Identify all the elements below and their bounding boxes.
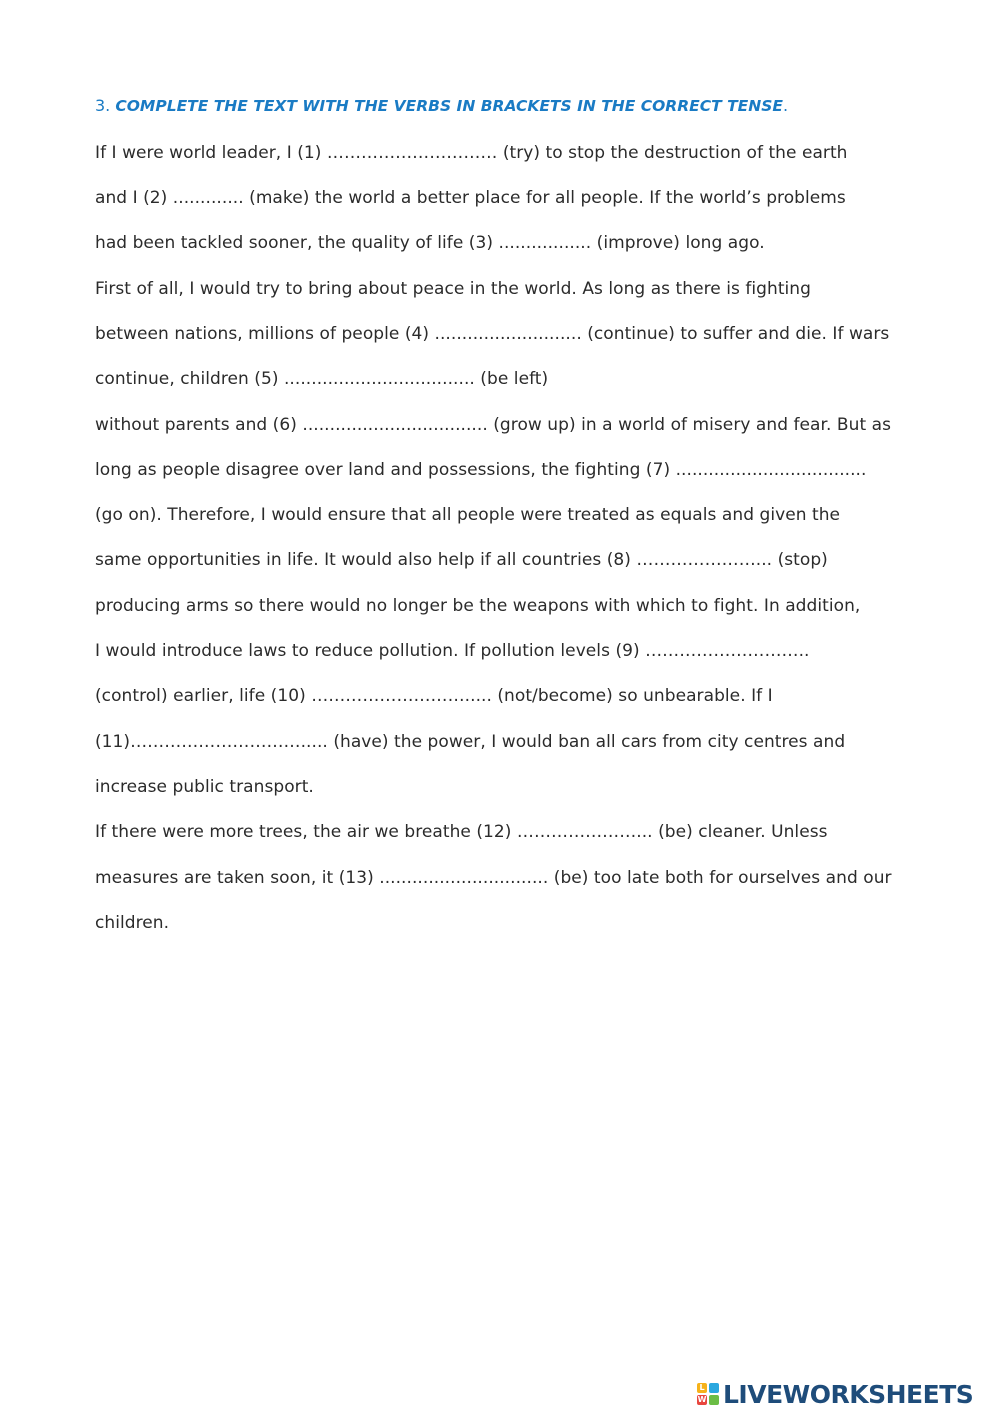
text-line-16: If there were more trees, the air we breathe (12) …………………... (be) cleaner. Unless	[95, 822, 828, 842]
mark-square-1: L	[697, 1383, 707, 1393]
liveworksheets-logo	[697, 1379, 973, 1409]
exercise-instruction-end: .	[782, 96, 789, 115]
text-line-9: (go on). Therefore, I would ensure that all people were treated as equals and given the	[95, 505, 841, 525]
text-line-8: long as people disagree over land and possessions, the fighting (7) ...................................	[95, 460, 867, 480]
text-line-15: increase public transport.	[95, 777, 314, 797]
brand-name: LIVEWORKSHEETS	[723, 1379, 974, 1409]
text-line-3: had been tackled sooner, the quality of life (3) ................. (improve) long ago.	[95, 233, 765, 253]
text-line-14: (11)…………………………..... (have) the power, I would ban all cars from city centres and	[95, 732, 846, 752]
text-line-7: without parents and (6) .................................. (grow up) in a world of misery and fear. But as	[95, 415, 891, 435]
text-line-10: same opportunities in life. It would also help if all countries (8) …………………... (stop)	[95, 550, 828, 570]
mark-square-3: W	[697, 1395, 707, 1404]
mark-square-4	[709, 1395, 719, 1405]
text-line-13: (control) earlier, life (10) ………………………..... (not/become) so unbearable. If I	[95, 686, 773, 706]
liveworksheets-mark-icon	[697, 1383, 719, 1405]
text-line-11: producing arms so there would no longer be the weapons with which to fight. In addition,	[95, 596, 861, 616]
text-line-2: and I (2) ............. (make) the world a better place for all people. If the world’s problems	[95, 188, 846, 208]
exercise-instruction: COMPLETE THE TEXT WITH THE VERBS IN BRACKETS IN THE CORRECT TENSE	[115, 97, 783, 115]
text-line-5: between nations, millions of people (4) ........................... (continue) to suffer and die. If wars	[95, 324, 890, 344]
text-line-17: measures are taken soon, it (13) ............................... (be) too late both for ourselves and our	[95, 868, 892, 888]
text-line-1: If I were world leader, I (1) ………………………… (try) to stop the destruction of the earth	[95, 143, 848, 163]
mark-square-2	[709, 1383, 719, 1393]
text-line-4: First of all, I would try to bring about peace in the world. As long as there is fighting	[95, 279, 811, 299]
exercise-heading	[95, 96, 788, 115]
text-line-12: I would introduce laws to reduce pollution. If pollution levels (9) ………………………..	[95, 641, 810, 661]
exercise-number: 3.	[95, 96, 111, 115]
text-line-6: continue, children (5) ................................... (be left)	[95, 369, 549, 389]
text-line-18: children.	[95, 913, 170, 933]
